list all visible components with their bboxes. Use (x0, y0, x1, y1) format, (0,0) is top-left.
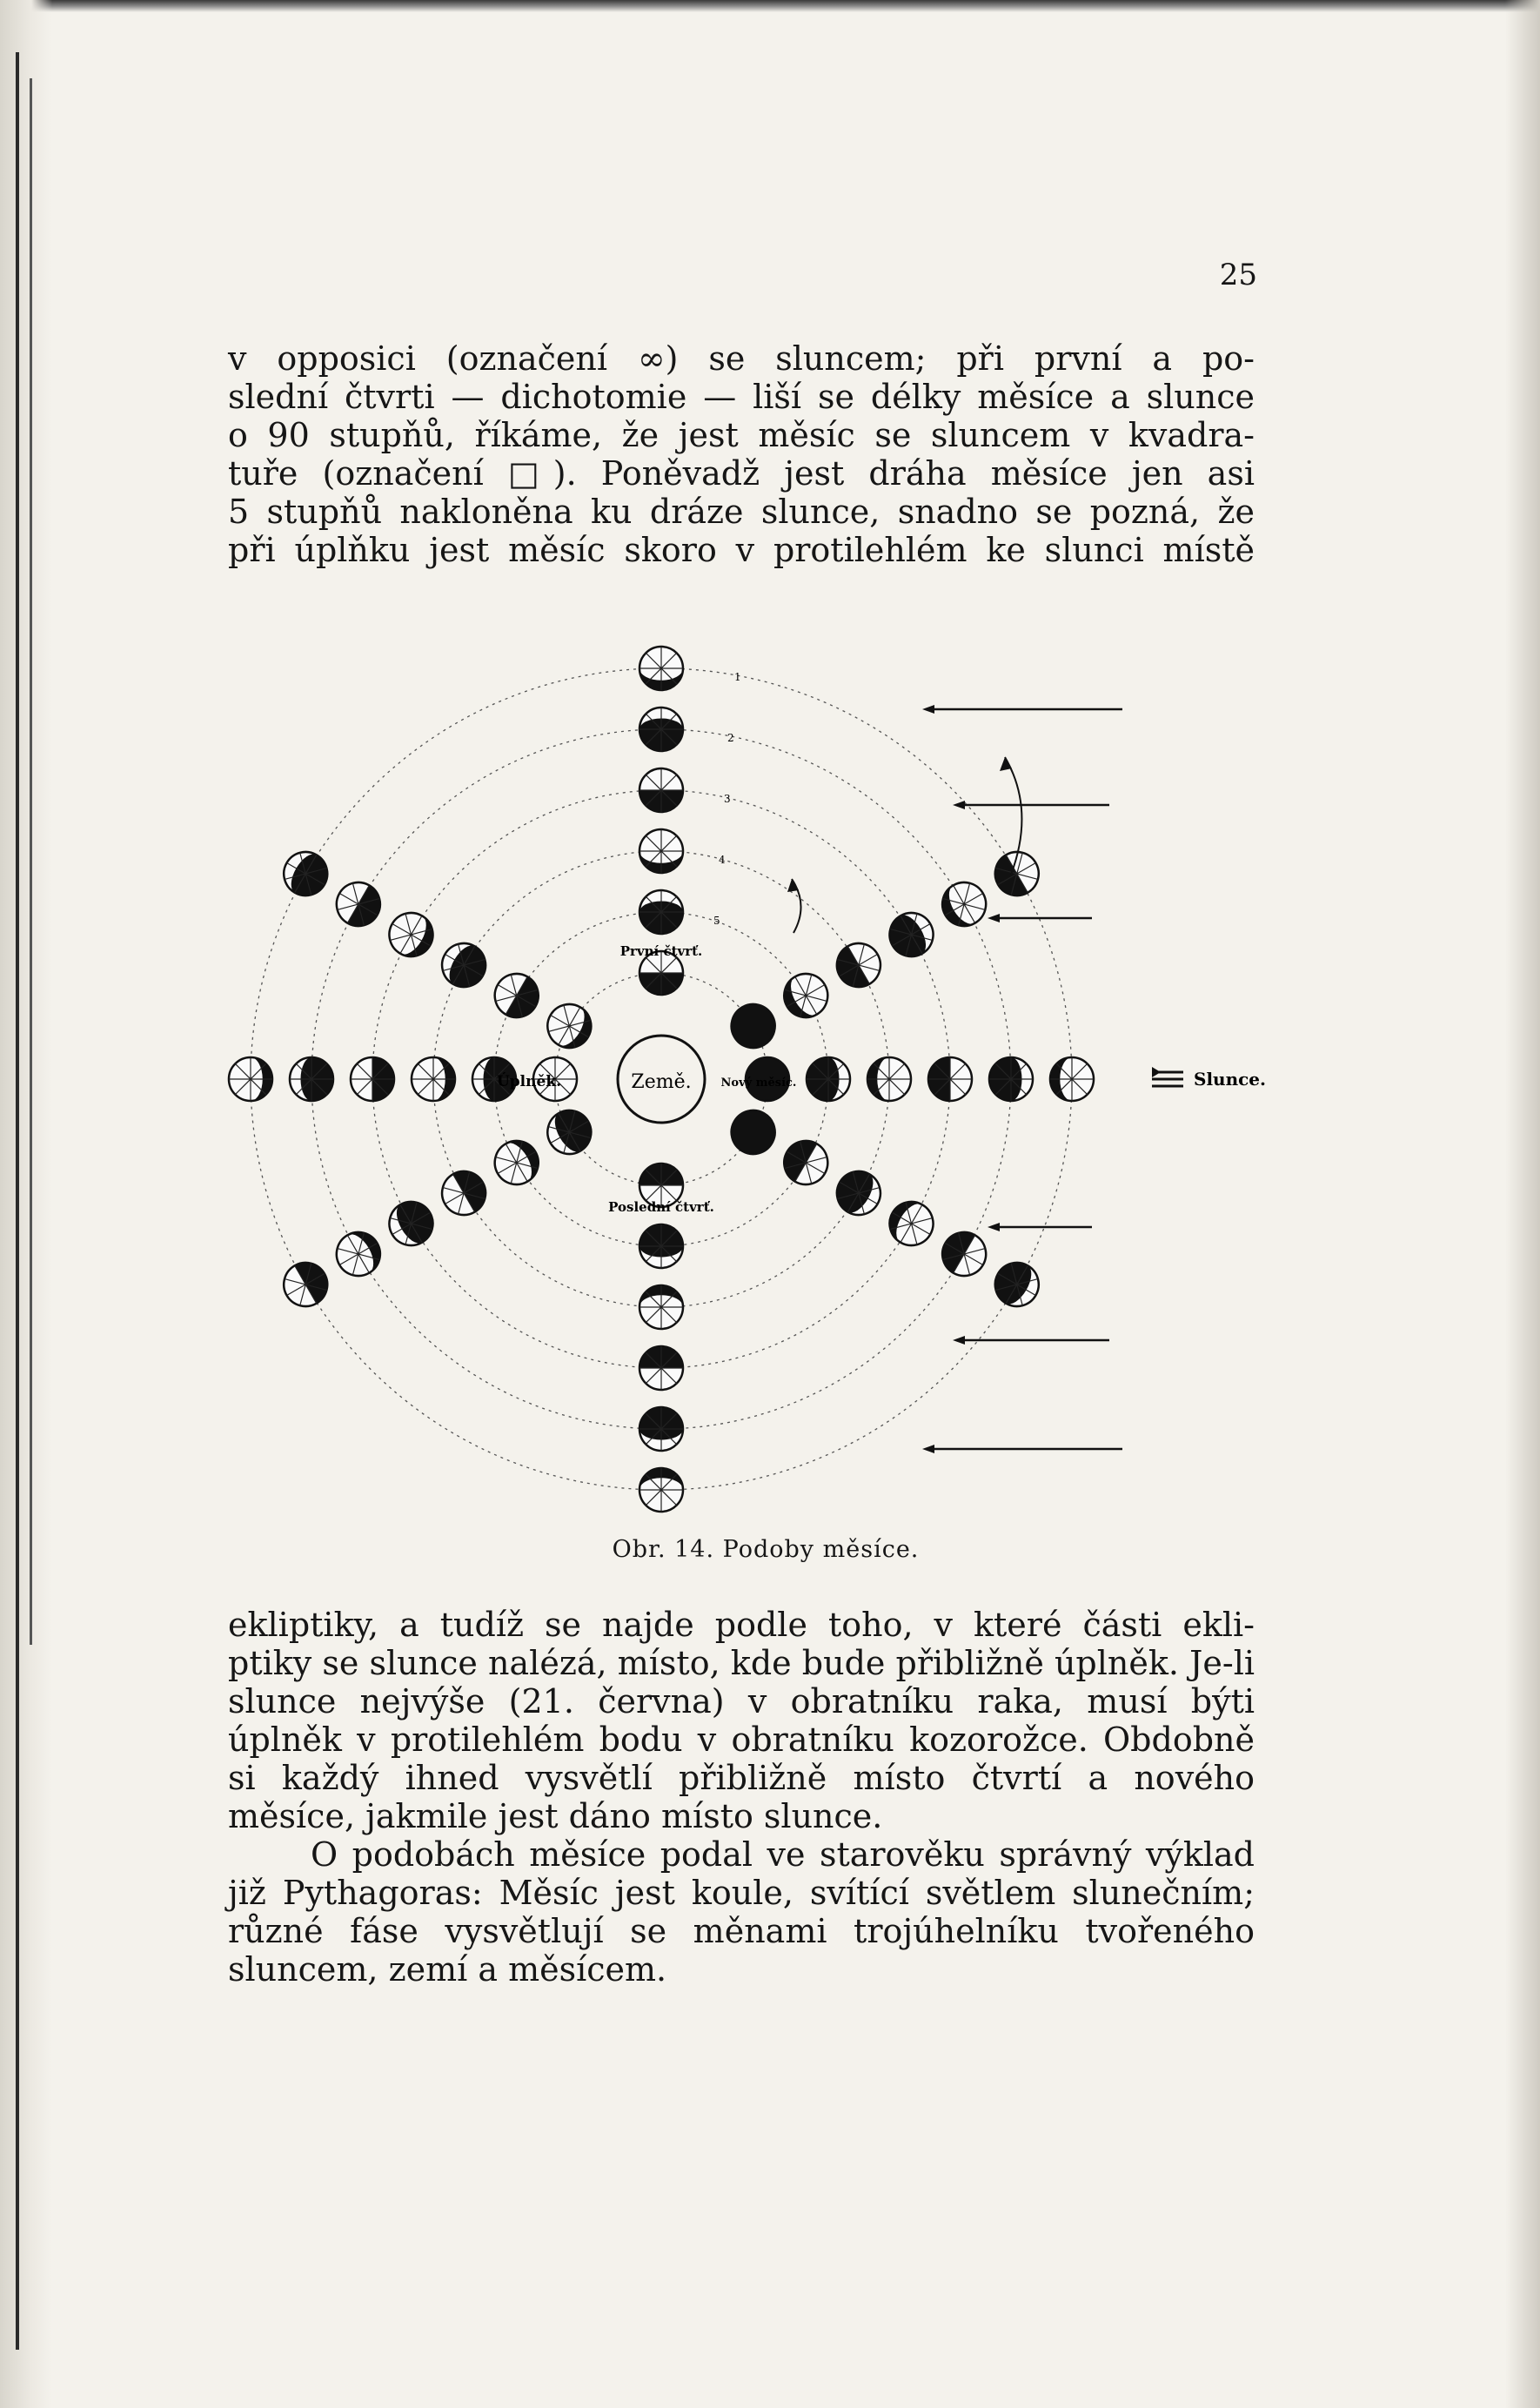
text-line: měsíce, jakmile jest dáno místo slunce. (228, 1797, 883, 1835)
orbit-number-3: 3 (724, 793, 731, 805)
text-line: tuře (označení □). Poněvadž jest dráha měsíce jen asi (228, 454, 1255, 493)
moon-phase-glyph (829, 1164, 888, 1223)
label-sun: Slunce. (1194, 1069, 1266, 1090)
orbit-direction-arrow-inner (787, 879, 801, 933)
sun-symbol (1152, 1067, 1183, 1086)
moon-phase-glyph (639, 1285, 683, 1329)
paragraph-2 (228, 1606, 1255, 1989)
label-earth: Země. (631, 1071, 692, 1093)
moon-phase-glyph (988, 1255, 1047, 1314)
moon-phase-glyph (381, 905, 440, 964)
orbit-number-5: 5 (713, 915, 720, 927)
label-new-moon: Nový měsíc. (720, 1077, 797, 1090)
text-line: si každý ihned vysvětlí přibližně místo čtvrtí a nového (228, 1759, 1255, 1797)
sun-ray-arrowhead (922, 705, 934, 714)
moon-phase-glyph (639, 768, 683, 812)
moon-phase-glyph (881, 905, 941, 964)
page-number: 25 (1219, 258, 1257, 292)
moon-phase-glyph (934, 1224, 994, 1284)
moon-phase-glyph (276, 844, 335, 903)
moon-phase-glyph (724, 1103, 783, 1162)
sun-ray-arrowhead (988, 1223, 1000, 1231)
label-last-quarter: Poslední čtvrť. (608, 1199, 714, 1215)
moon-phase-glyph (639, 890, 683, 934)
binding-rule (16, 52, 19, 2350)
moon-phase-glyph (290, 1057, 333, 1101)
moon-phase-glyph (351, 1057, 394, 1101)
text-line: slední čtvrti — dichotomie — liší se délky měsíce a slunce (228, 378, 1255, 416)
label-full-moon: Úplněk. (496, 1073, 562, 1090)
moon-phase-glyph (412, 1057, 455, 1101)
moon-phase-glyph (1050, 1057, 1094, 1101)
sun-ray-arrowhead (988, 914, 1000, 922)
moon-phase-glyph (807, 1057, 850, 1101)
moon-phases-diagram (226, 627, 1270, 1532)
orbit-number-4: 4 (719, 854, 726, 866)
moon-phase-glyph (639, 708, 683, 751)
moon-phase-glyph (639, 1224, 683, 1268)
text-line: při úplňku jest měsíc skoro v protilehlém ke slunci místě (228, 531, 1255, 569)
figure-caption: Obr. 14. Podoby měsíce. (612, 1536, 920, 1563)
moon-phase-glyph (934, 875, 994, 934)
sun-ray-arrowhead (953, 1336, 965, 1345)
moon-phase-glyph (989, 1057, 1033, 1101)
sun-ray-arrowhead (922, 1445, 934, 1453)
orbit-number-2: 2 (727, 732, 734, 744)
text-line: O podobách měsíce podal ve starověku správný výklad (311, 1835, 1255, 1874)
moon-phase-glyph (928, 1057, 972, 1101)
text-line: různé fáse vysvětlují se měnami trojúhelníku tvořeného (228, 1912, 1255, 1950)
moon-phase-glyph (229, 1057, 272, 1101)
binding-rule-inner (30, 78, 32, 1645)
text-line: o 90 stupňů, říkáme, že jest měsíc se sluncem v kvadra- (228, 416, 1255, 454)
scan-top-edge (0, 0, 1540, 12)
moon-phase-glyph (639, 647, 683, 690)
moon-phase-glyph (276, 1255, 335, 1314)
moon-phase-glyph (487, 966, 546, 1025)
text-line: ekliptiky, a tudíž se najde podle toho, v které části ekli- (228, 1606, 1255, 1644)
text-line: slunce nejvýše (21. června) v obratníku raka, musí býti (228, 1682, 1255, 1720)
moon-phase-glyph (776, 1133, 835, 1192)
moon-phase-glyph (881, 1194, 941, 1253)
moon-phase-glyph (539, 996, 599, 1056)
text-line: ptiky se slunce nalézá, místo, kde bude přibližně úplněk. Je-li (228, 1644, 1255, 1682)
paragraph-1 (228, 339, 1255, 569)
text-line: v opposici (označení ∞) se sluncem; při první a po- (228, 339, 1255, 378)
moon-phases-figure (226, 627, 1270, 1532)
label-first-quarter: První čtvrť. (619, 943, 703, 959)
moon-phase-glyph (724, 996, 783, 1056)
moon-phase-glyph (829, 936, 888, 995)
text-line: 5 stupňů nakloněna ku dráze slunce, snadno se pozná, že (228, 493, 1255, 531)
scan-right-edge (1505, 0, 1540, 2408)
moon-phase-glyph (381, 1194, 440, 1253)
moon-phase-glyph (434, 1164, 493, 1223)
moon-phase-glyph (329, 1224, 388, 1284)
moon-phase-glyph (487, 1133, 546, 1192)
moon-phase-glyph (639, 1407, 683, 1451)
moon-phase-glyph (776, 966, 835, 1025)
scan-left-edge (0, 0, 52, 2408)
moon-phase-glyph (329, 875, 388, 934)
text-line: sluncem, zemí a měsícem. (228, 1950, 667, 1989)
text-line: úplněk v protilehlém bodu v obratníku kozorožce. Obdobně (228, 1720, 1255, 1759)
moon-phase-glyph (867, 1057, 911, 1101)
orbit-number-1: 1 (734, 671, 741, 683)
moon-phase-glyph (639, 1468, 683, 1512)
moon-phase-glyph (434, 936, 493, 995)
moon-phase-glyph (539, 1103, 599, 1162)
text-line: již Pythagoras: Měsíc jest koule, svítící světlem slunečním; (228, 1874, 1255, 1912)
moon-phase-glyph (639, 829, 683, 873)
sun-ray-arrowhead (953, 801, 965, 809)
moon-phase-glyph (639, 1346, 683, 1390)
